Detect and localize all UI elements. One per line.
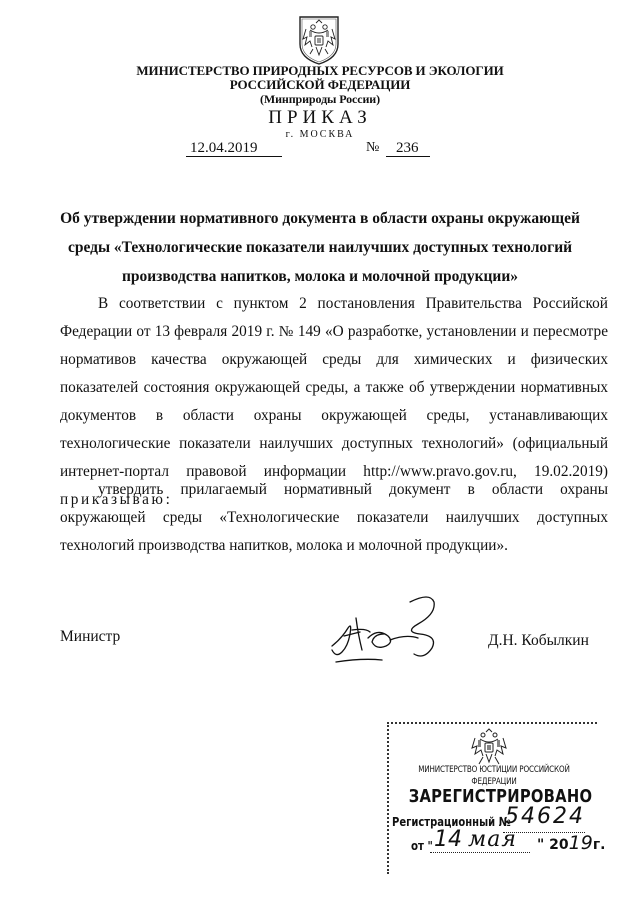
order-word: приказываю: (60, 491, 173, 508)
stamp-month: мая (468, 827, 517, 852)
heading-line-2: среды «Технологические показатели наилучших доступных технологий (67, 239, 573, 256)
ministry-short-name: (Минприроды России) (259, 92, 381, 106)
document-heading (60, 204, 580, 291)
ministry-name-line1: МИНИСТЕРСТВО ПРИРОДНЫХ РЕСУРСОВ И ЭКОЛОГИИ (136, 63, 504, 78)
signatory-position: Министр (60, 628, 121, 645)
order-city: г. МОСКВА (285, 129, 355, 140)
stamp-registration-label: Регистрационный № (392, 814, 511, 829)
paragraph-2-text: утвердить прилагаемый нормативный документ в области охраны окружающей среды «Технологические показатели наилучших доступных технологий производства напитков, молока и молочной продукции». (60, 481, 608, 554)
date-underline (186, 156, 282, 157)
stamp-from-label: от " (411, 838, 433, 853)
date-field-underline (430, 852, 530, 853)
stamp-status: ЗАРЕГИСТРИРОВАНО (408, 786, 593, 807)
stamp-year-prefix: " 20 (537, 837, 569, 853)
signatory-name: Д.Н. Кобылкин (488, 632, 589, 649)
stamp-day: 14 (434, 827, 462, 852)
stamp-year (537, 834, 605, 854)
stamp-organization: МИНИСТЕРСТВО ЮСТИЦИИ РОССИЙСКОЙ ФЕДЕРАЦИИ (418, 765, 570, 787)
stamp-year-digits: 19 (568, 832, 593, 854)
stamp-year-end: г. (592, 837, 606, 853)
order-number-label: № (366, 140, 380, 155)
coat-of-arms-icon (294, 14, 344, 66)
ministry-name-line2: РОССИЙСКОЙ ФЕДЕРАЦИИ (229, 77, 411, 92)
order-title: ПРИКАЗ (268, 107, 372, 128)
heading-line-1: Об утверждении нормативного документа в области охраны окружающей (60, 210, 580, 227)
number-underline (386, 156, 430, 157)
order-number: 236 (396, 140, 419, 156)
body-paragraph-2 (60, 476, 608, 560)
stamp-registration-number: 54624 (505, 804, 585, 829)
order-date: 12.04.2019 (190, 140, 258, 156)
coat-of-arms-icon (469, 726, 509, 768)
ministry-header (0, 64, 640, 106)
handwritten-signature (322, 588, 462, 674)
paragraph-1-text: В соответствии с пунктом 2 постановления Правительства Российской Федерации от 13 февраля 2019 г. № 149 «О разработке, установлении и пересмотре нормативов качества окружающей среды для химических и физических показателей состояния окружающей среды, а также об утверждении нормативных документов в области охраны окружающей среды, устанавливающих технологические показатели наилучших доступных технологий» (официальный интернет-портал правовой информации http://www.pravo.gov.ru, 19.02.2019) (60, 295, 608, 480)
heading-line-3: производства напитков, молока и молочной продукции» (121, 268, 519, 285)
